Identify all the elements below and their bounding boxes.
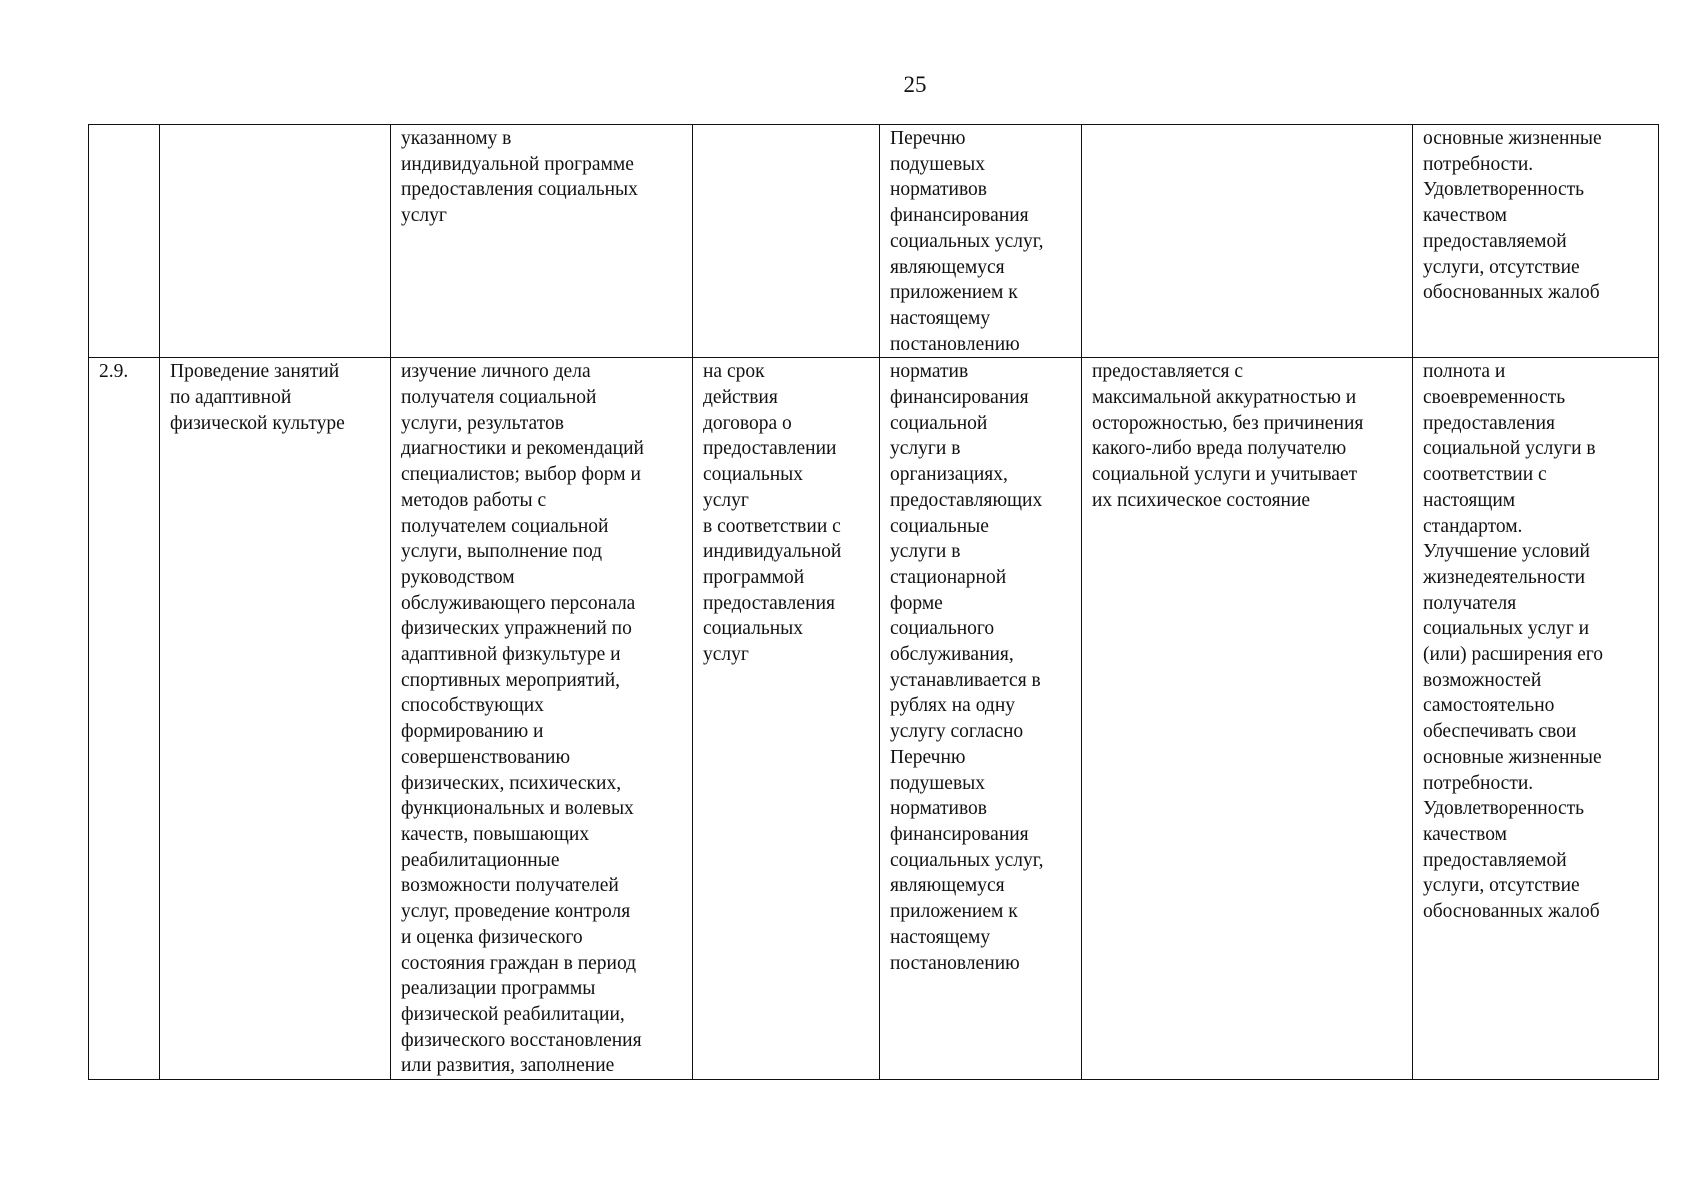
cell-provision-conditions: предоставляется с максимальной аккуратностью и осторожностью, без причинения какого-либо вреда получателю социальной услуги и учитывает их психическое состояние [1082, 358, 1413, 1080]
cell-number: 2.9. [89, 358, 160, 1080]
cell-service-name: Проведение занятий по адаптивной физической культуре [160, 358, 391, 1080]
table-row [89, 125, 1659, 358]
cell-service-term: на срок действия договора о предоставлении социальных услуг в соответствии с индивидуальной программой предоставления социальных услуг [693, 358, 880, 1080]
table-row [89, 358, 1659, 1080]
cell-service-name [160, 125, 391, 358]
cell-provision-conditions [1082, 125, 1413, 358]
cell-service-term [693, 125, 880, 358]
cell-number [89, 125, 160, 358]
cell-service-description: указанному в индивидуальной программе предоставления социальных услуг [391, 125, 693, 358]
cell-service-description: изучение личного дела получателя социальной услуги, результатов диагностики и рекомендаций специалистов; выбор форм и методов работы с получателем социальной услуги, выполнение под руководством обслуживающего персонала физических упражнений по адаптивной физкультуре и спортивных мероприятий, способствующих формированию и совершенствованию физических, психических, функциональных и волевых качеств, повышающих реабилитационные возможности получателей услуг, проведение контроля и оценка физического состояния граждан в период реализации программы физической реабилитации, физического восстановления или развития, заполнение [391, 358, 693, 1080]
cell-quality-indicators: полнота и своевременность предоставления социальной услуги в соответствии с настоящим стандартом. Улучшение условий жизнедеятельности получателя социальных услуг и (или) расширения его возможностей самостоятельно обеспечивать свои основные жизненные потребности. Удовлетворенность качеством предоставляемой услуги, отсутствие обоснованных жалоб [1413, 358, 1659, 1080]
cell-financing-norm: Перечню подушевых нормативов финансирования социальных услуг, являющемуся приложением к настоящему постановлению [880, 125, 1082, 358]
cell-quality-indicators: основные жизненные потребности. Удовлетворенность качеством предоставляемой услуги, отсутствие обоснованных жалоб [1413, 125, 1659, 358]
page-number: 25 [903, 72, 927, 97]
services-table [88, 124, 1659, 1080]
cell-financing-norm: норматив финансирования социальной услуги в организациях, предоставляющих социальные услуги в стационарной форме социального обслуживания, устанавливается в рублях на одну услугу согласно Перечню подушевых нормативов финансирования социальных услуг, являющемуся приложением к настоящему постановлению [880, 358, 1082, 1080]
